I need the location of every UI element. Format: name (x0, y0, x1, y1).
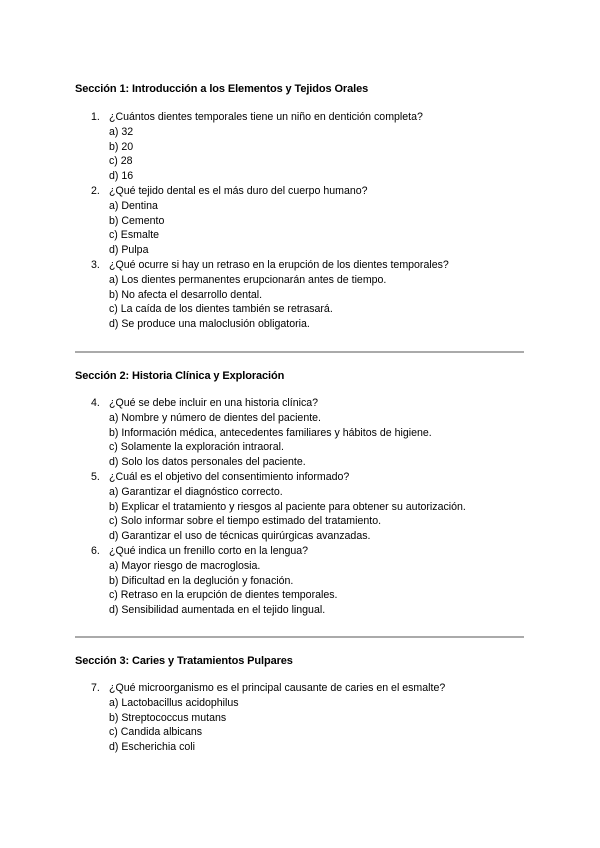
question-text: ¿Qué indica un frenillo corto en la lengua? (109, 544, 309, 557)
question-list (75, 110, 535, 332)
question-list (75, 681, 535, 755)
question-number: 6. (91, 544, 100, 557)
question-list (75, 396, 535, 618)
question-text: ¿Qué microorganismo es el principal causante de caries en el esmalte? (109, 682, 446, 694)
horizontal-divider (75, 351, 524, 353)
question-number: 1. (91, 111, 100, 123)
answer-option: b) Información médica, antecedentes familiares y hábitos de higiene. (109, 426, 432, 439)
answer-option: d) Pulpa (109, 244, 149, 257)
question-item (75, 470, 535, 544)
answer-option: d) Garantizar el uso de técnicas quirúrgicas avanzadas. (109, 530, 371, 543)
answer-option: d) Escherichia coli (109, 741, 195, 754)
question-text: ¿Cuántos dientes temporales tiene un niño en dentición completa? (109, 111, 423, 123)
question-text: ¿Qué tejido dental es el más duro del cuerpo humano? (109, 184, 368, 197)
question-item (75, 396, 535, 470)
answer-option: d) 16 (109, 170, 134, 183)
answer-option: d) Se produce una maloclusión obligatoria. (109, 318, 310, 331)
question-number: 2. (91, 184, 100, 197)
answer-option: b) Cemento (109, 214, 165, 227)
question-number: 7. (91, 682, 100, 694)
answer-option: d) Sensibilidad aumentada en el tejido lingual. (109, 604, 326, 617)
answer-option: a) 32 (109, 125, 134, 138)
answer-option: b) 20 (109, 140, 134, 153)
question-text: ¿Qué ocurre si hay un retraso en la erupción de los dientes temporales? (109, 258, 449, 271)
answer-option: a) Mayor riesgo de macroglosia. (109, 559, 261, 572)
answer-option: d) Solo los datos personales del paciente. (109, 456, 306, 469)
answer-option: a) Los dientes permanentes erupcionarán antes de tiempo. (109, 273, 387, 286)
answer-option: c) Candida albicans (109, 726, 203, 739)
answer-option: a) Dentina (109, 199, 158, 212)
answer-option: b) Dificultad en la deglución y fonación. (109, 574, 294, 587)
section-title: Sección 1: Introducción a los Elementos y Tejidos Orales (75, 83, 369, 95)
answer-option: a) Nombre y número de dientes del paciente. (109, 411, 321, 424)
question-item (75, 544, 535, 618)
question-number: 3. (91, 258, 100, 271)
question-item (75, 681, 535, 755)
answer-option: b) Streptococcus mutans (109, 711, 227, 724)
answer-option: c) Retraso en la erupción de dientes temporales. (109, 589, 338, 602)
answer-option: c) Solo informar sobre el tiempo estimado del tratamiento. (109, 515, 382, 528)
answer-option: c) 28 (109, 155, 133, 168)
answer-option: c) Esmalte (109, 229, 160, 242)
answer-option: a) Lactobacillus acidophilus (109, 696, 239, 709)
horizontal-divider (75, 636, 524, 638)
answer-option: b) No afecta el desarrollo dental. (109, 288, 263, 301)
question-item (75, 184, 535, 258)
question-text: ¿Cuál es el objetivo del consentimiento informado? (109, 470, 350, 483)
answer-option: c) Solamente la exploración intraoral. (109, 441, 284, 454)
section-title: Sección 2: Historia Clínica y Exploración (75, 370, 285, 382)
section-title: Sección 3: Caries y Tratamientos Pulpares (75, 655, 293, 667)
answer-option: a) Garantizar el diagnóstico correcto. (109, 485, 283, 498)
question-item (75, 258, 535, 332)
question-number: 4. (91, 397, 100, 409)
question-number: 5. (91, 470, 100, 483)
answer-option: b) Explicar el tratamiento y riesgos al paciente para obtener su autorización. (109, 500, 466, 513)
answer-option: c) La caída de los dientes también se retrasará. (109, 303, 333, 316)
question-text: ¿Qué se debe incluir en una historia clínica? (109, 397, 319, 409)
question-item (75, 110, 535, 184)
